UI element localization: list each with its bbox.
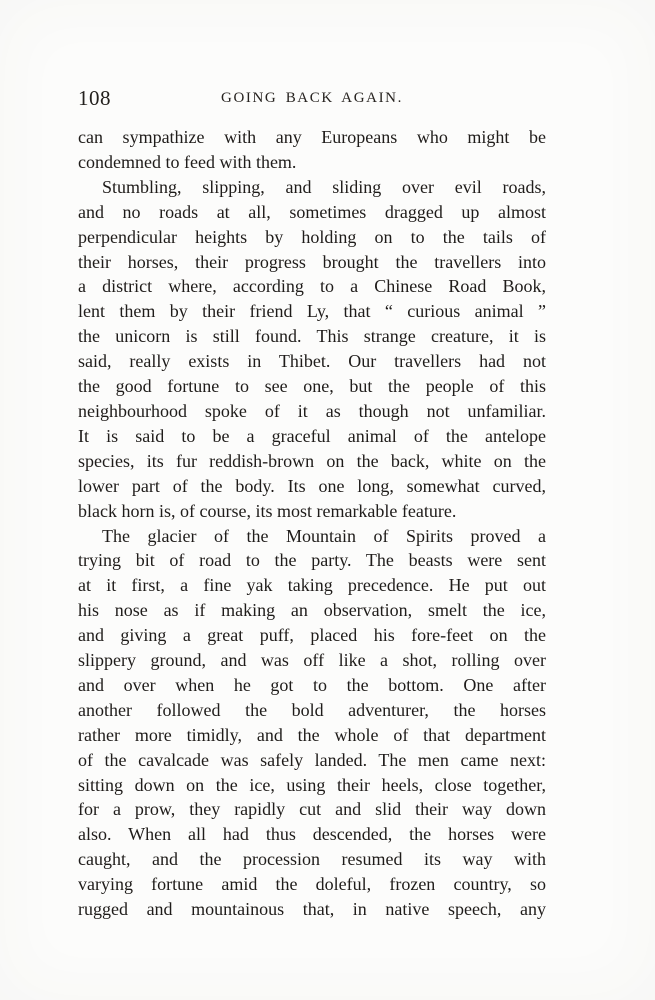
text-line: rugged and mountainous that, in native speech, any — [78, 899, 546, 920]
text-line: and over when he got to the bottom. One after — [78, 674, 546, 695]
text-line: trying bit of road to the party. The beasts were sent — [78, 550, 546, 571]
text-line: his nose as if making an observation, smelt the ice, — [78, 600, 546, 621]
text-line: caught, and the procession resumed its way with — [78, 849, 546, 870]
text-line: rather more timidly, and the whole of that department — [78, 724, 546, 745]
text-line: black horn is, of course, its most remarkable feature. — [78, 500, 457, 521]
text-line: of the cavalcade was safely landed. The men came next: — [78, 749, 546, 770]
text-line: at it first, a fine yak taking precedence. He put out — [78, 575, 546, 596]
text-line: lent them by their friend Ly, that “ curious animal ” — [78, 301, 546, 322]
text-line: their horses, their progress brought the travellers into — [78, 251, 546, 272]
text-line: species, its fur reddish-brown on the back, white on the — [78, 450, 546, 471]
paragraph — [78, 524, 546, 923]
page-body — [78, 125, 546, 922]
page-header — [78, 86, 546, 110]
text-line: said, really exists in Thibet. Our travellers had not — [78, 351, 546, 372]
text-line: for a prow, they rapidly cut and slid their way down — [78, 799, 546, 820]
running-title: GOING BACK AGAIN. — [221, 90, 403, 106]
text-line: the unicorn is still found. This strange creature, it is — [78, 326, 546, 347]
text-line: condemned to feed with them. — [78, 151, 297, 172]
text-line: and no roads at all, sometimes dragged up almost — [78, 201, 546, 222]
text-line: slippery ground, and was off like a shot, rolling over — [78, 650, 546, 671]
text-line: lower part of the body. Its one long, somewhat curved, — [78, 475, 546, 496]
paragraph — [78, 125, 546, 175]
text-line: neighbourhood spoke of it as though not unfamiliar. — [78, 400, 546, 421]
text-line: the good fortune to see one, but the people of this — [78, 376, 546, 397]
text-line: sitting down on the ice, using their heels, close together, — [78, 774, 546, 795]
text-line: varying fortune amid the doleful, frozen country, so — [78, 874, 546, 895]
page-number: 108 — [78, 86, 111, 110]
text-line: The glacier of the Mountain of Spirits proved a — [102, 525, 546, 546]
text-line: perpendicular heights by holding on to the tails of — [78, 226, 546, 247]
text-line: and giving a great puff, placed his fore-feet on the — [78, 625, 546, 646]
text-line: a district where, according to a Chinese Road Book, — [78, 276, 546, 297]
text-line: also. When all had thus descended, the horses were — [78, 824, 546, 845]
text-line: can sympathize with any Europeans who might be — [78, 127, 546, 147]
text-line: Stumbling, slipping, and sliding over evil roads, — [102, 176, 546, 197]
text-line: another followed the bold adventurer, the horses — [78, 699, 546, 720]
text-line: It is said to be a graceful animal of the antelope — [78, 425, 546, 446]
paragraph — [78, 175, 546, 524]
